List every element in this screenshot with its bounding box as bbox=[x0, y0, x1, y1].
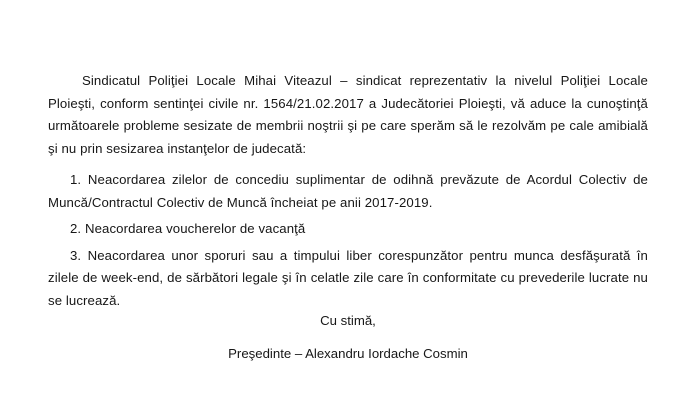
paragraph-item-3: 3. Neacordarea unor sporuri sau a timpului liber corespunzător pentru munca desfăşurată în zilele de week-end, de sărbători legale şi în celatle zile care în conformitate cu prevederile lucrate nu se lucrează. bbox=[48, 247, 648, 308]
document-body bbox=[48, 70, 648, 316]
paragraph-intro: Sindicatul Poliţiei Locale Mihai Viteazul – sindicat reprezentativ la nivelul Poliţiei Locale Ploieşti, conform sentinţei civile nr. 1564/21.02.2017 a Judecătoriei Ploieşti, vă aduce la cunoştinţă următoarele probleme sesizate de membrii noştrii şi pe care sperăm să le rezolvăm pe cale amibială şi nu prin sesizarea instanţelor de judecată: bbox=[48, 73, 648, 156]
document-closing bbox=[0, 310, 696, 365]
closing-signature: Preşedinte – Alexandru Iordache Cosmin bbox=[228, 346, 468, 361]
closing-salutation: Cu stimă, bbox=[320, 313, 376, 328]
paragraph-item-2: 2. Neacordarea voucherelor de vacanţă bbox=[70, 221, 306, 236]
paragraph-item-1: 1. Neacordarea zilelor de concediu suplimentar de odihnă prevăzute de Acordul Colectiv de Muncă/Contractul Colectiv de Muncă încheiat pe anii 2017-2019. bbox=[48, 172, 648, 210]
